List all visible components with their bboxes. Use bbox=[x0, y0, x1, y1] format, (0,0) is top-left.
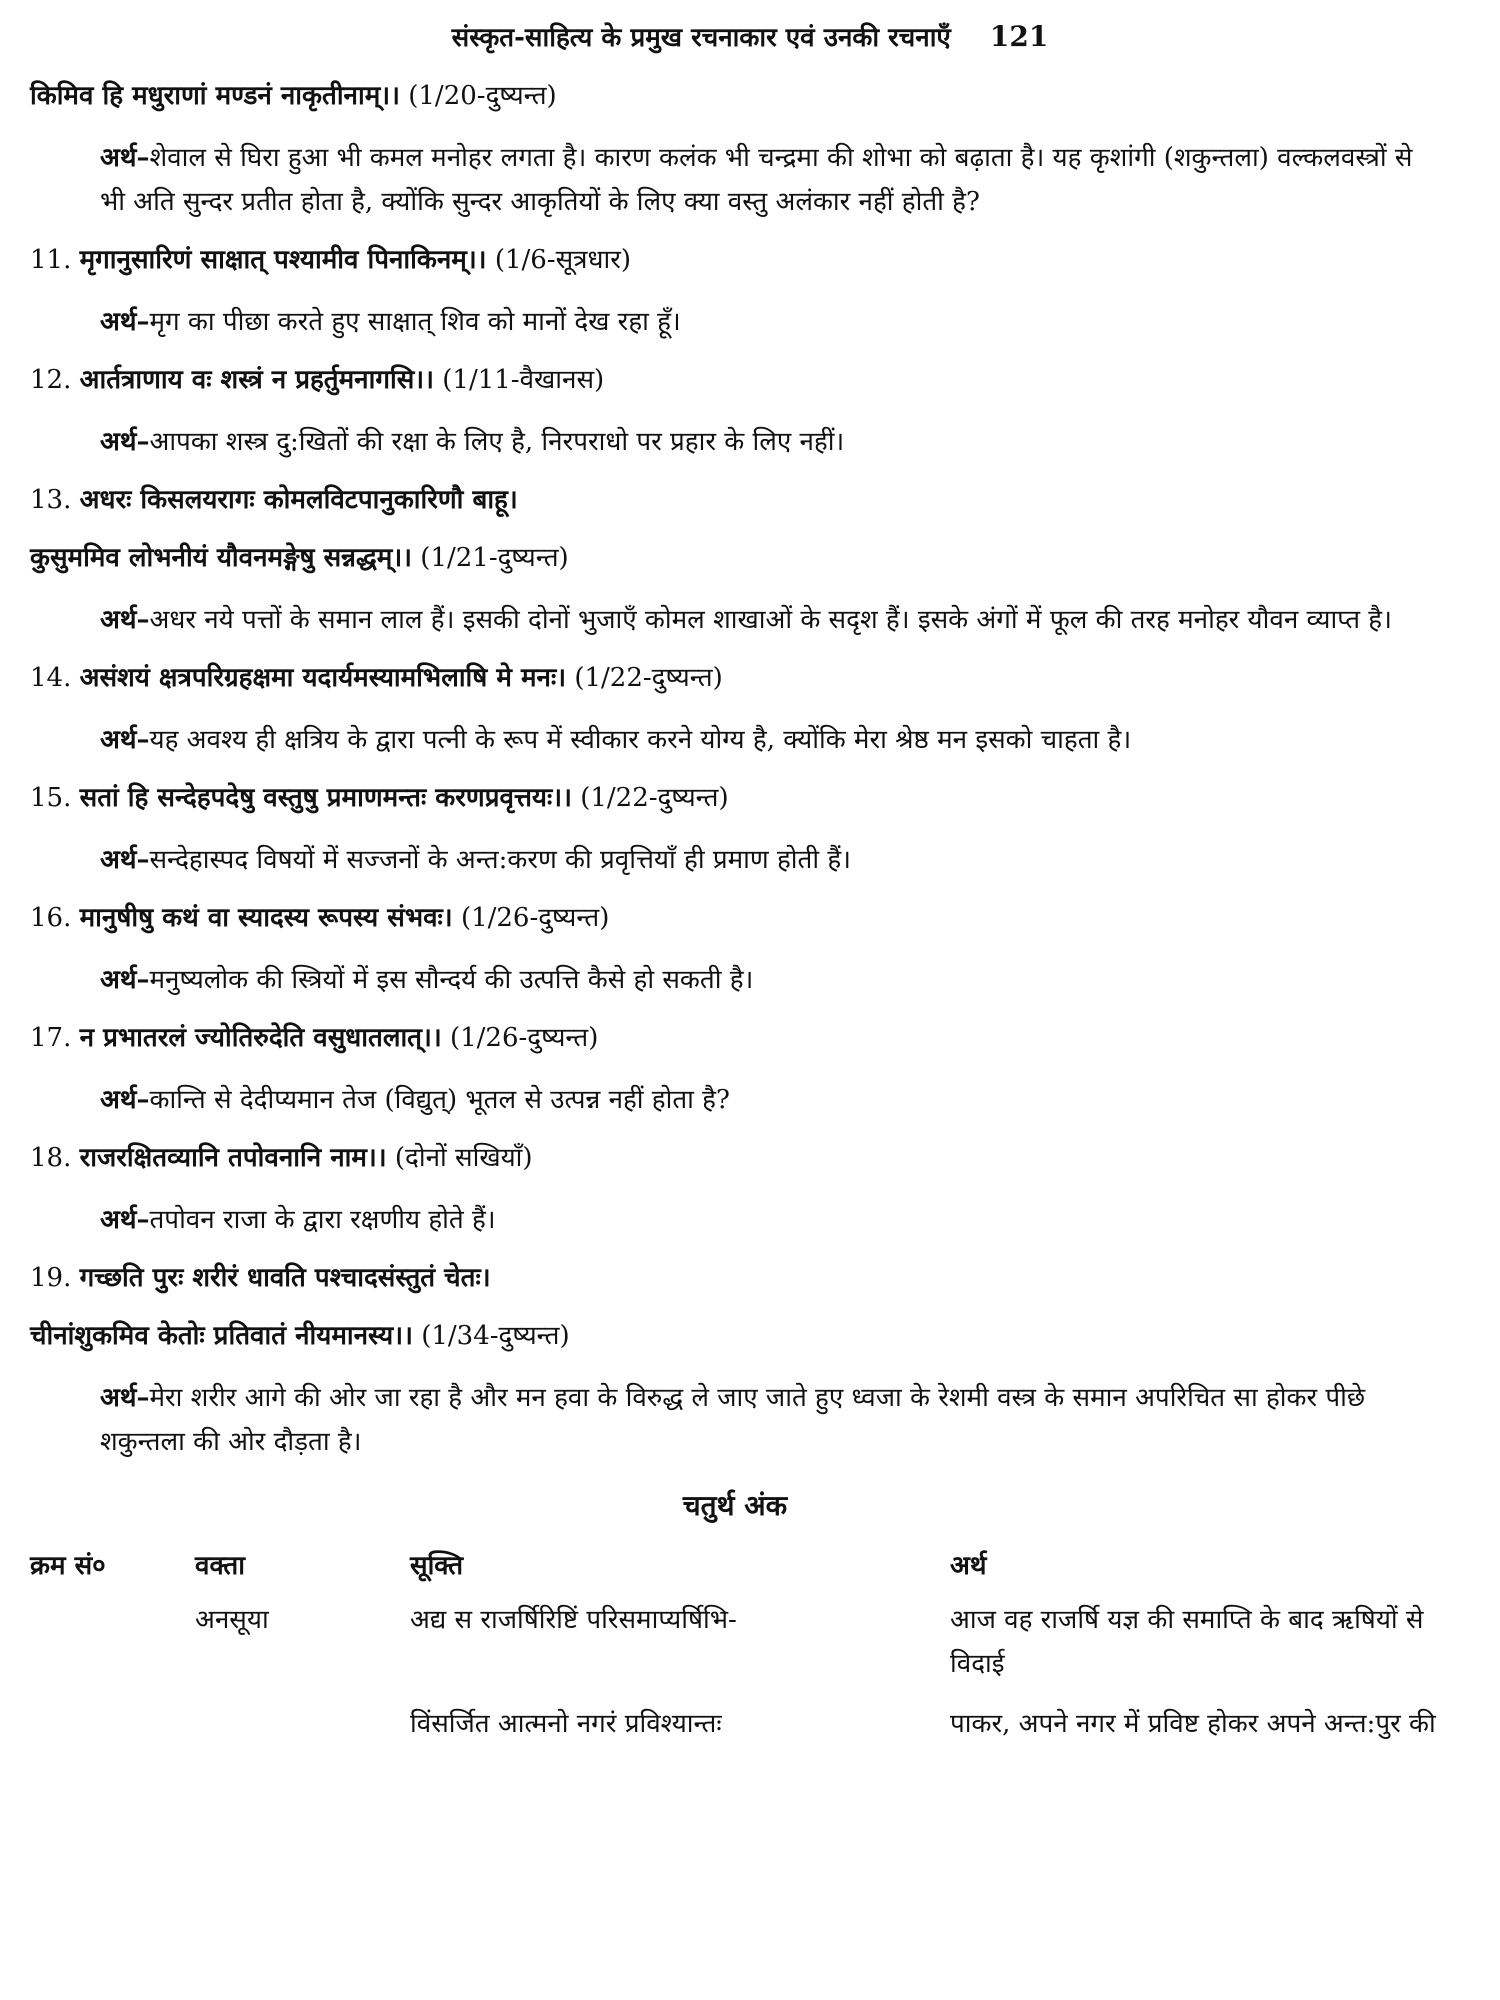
verse-number: 14. bbox=[30, 663, 72, 693]
cell-sukti: विंसर्जित आत्मनो नगरं प्रविश्यान्तः bbox=[410, 1709, 722, 1739]
verse bbox=[30, 1260, 1440, 1296]
meaning-text: सन्देहास्पद विषयों में सज्जनों के अन्त:करण की प्रवृत्तियाँ ही प्रमाण होती हैं। bbox=[149, 845, 851, 875]
verse-reference: (1/26-दुष्यन्त) bbox=[460, 903, 610, 933]
verse-reference: (1/11-वैखानस) bbox=[442, 365, 605, 395]
verse-meaning bbox=[30, 958, 1440, 1002]
verse-text: चीनांशुकमिव केतोः प्रतिवातं नीयमानस्य।। bbox=[30, 1321, 413, 1351]
verse-number: 13. bbox=[30, 485, 72, 515]
verse-reference: (1/34-दुष्यन्त) bbox=[421, 1321, 570, 1351]
meaning-label: अर्थ– bbox=[100, 307, 150, 337]
verse-text: मृगानुसारिणं साक्षात् पश्यामीव पिनाकिनम्।। bbox=[79, 245, 487, 275]
verse bbox=[30, 1318, 1440, 1354]
meaning-text: तपोवन राजा के द्वारा रक्षणीय होते हैं। bbox=[149, 1205, 496, 1235]
verse-reference: (1/22-दुष्यन्त) bbox=[574, 663, 723, 693]
verse-meaning bbox=[30, 1198, 1440, 1242]
table-row bbox=[30, 1598, 1440, 1702]
meaning-label: अर्थ– bbox=[100, 1383, 150, 1413]
verse-meaning bbox=[30, 718, 1440, 762]
meaning-text: मेरा शरीर आगे की ओर जा रहा है और मन हवा के विरुद्ध ले जाए जाते हुए ध्वजा के रेशमी वस्त्र के समान अपरिचित सा होकर पीछे शकुन्तला की ओर दौड़ता है। bbox=[100, 1383, 1366, 1457]
verse bbox=[30, 242, 1440, 278]
verse-reference: (1/21-दुष्यन्त) bbox=[420, 543, 569, 573]
cell-serial bbox=[30, 1702, 195, 1762]
verse-text: किमिव हि मधुराणां मण्डनं नाकृतीनाम्।। bbox=[30, 81, 400, 111]
verse-meaning bbox=[30, 420, 1440, 464]
column-header: अर्थ bbox=[950, 1551, 987, 1581]
verse-text: गच्छति पुरः शरीरं धावति पश्चादसंस्तुतं चेतः। bbox=[79, 1263, 491, 1293]
meaning-text: शेवाल से घिरा हुआ भी कमल मनोहर लगता है। कारण कलंक भी चन्द्रमा की शोभा को बढ़ाता है। यह कृशांगी (शकुन्तला) वल्कलवस्त्रों से भी अति सुन्दर प्रतीत होता है, क्योंकि सुन्दर आकृतियों के लिए क्या वस्तु अलंकार नहीं होती है? bbox=[100, 143, 1413, 217]
page-content bbox=[30, 78, 1440, 1762]
verse-text: न प्रभातरलं ज्योतिरुदेति वसुधातलात्।। bbox=[79, 1023, 442, 1053]
cell-speaker bbox=[195, 1702, 410, 1762]
verse-meaning bbox=[30, 598, 1440, 642]
verse-number: 15. bbox=[30, 783, 72, 813]
verse-number: 12. bbox=[30, 365, 72, 395]
column-header: वक्ता bbox=[195, 1551, 245, 1581]
verse-number: 18. bbox=[30, 1143, 72, 1173]
verse-text: राजरक्षितव्यानि तपोवनानि नाम।। bbox=[79, 1143, 387, 1173]
verse bbox=[30, 1140, 1440, 1176]
meaning-label: अर्थ– bbox=[100, 725, 150, 755]
meaning-label: अर्थ– bbox=[100, 427, 150, 457]
verse-list bbox=[30, 242, 1440, 1464]
meaning-text: कान्ति से देदीप्यमान तेज (विद्युत्) भूतल से उत्पन्न नहीं होता है? bbox=[149, 1085, 730, 1115]
verse bbox=[30, 482, 1440, 518]
verse-reference: (1/20-दुष्यन्त) bbox=[408, 81, 557, 111]
verse-meaning bbox=[30, 1078, 1440, 1122]
verse-number: 16. bbox=[30, 903, 72, 933]
meaning-text: मनुष्यलोक की स्त्रियों में इस सौन्दर्य की उत्पत्ति कैसे हो सकती है। bbox=[149, 965, 754, 995]
verse-meaning bbox=[30, 838, 1440, 882]
verse-reference: (दोनों सखियाँ) bbox=[394, 1143, 533, 1173]
verse bbox=[30, 362, 1440, 398]
verse-meaning bbox=[30, 300, 1440, 344]
verse-meaning bbox=[30, 1376, 1440, 1464]
meaning-label: अर्थ– bbox=[100, 845, 150, 875]
verse-text: असंशयं क्षत्रपरिग्रहक्षमा यदार्यमस्यामभिलाषि मे मनः। bbox=[79, 663, 567, 693]
section-heading: चतुर्थ अंक bbox=[682, 1489, 788, 1522]
table-header-row bbox=[30, 1542, 1440, 1598]
verse-continuation bbox=[30, 78, 1440, 114]
verse-text: मानुषीषु कथं वा स्यादस्य रूपस्य संभवः। bbox=[79, 903, 453, 933]
meaning-label: अर्थ– bbox=[100, 1085, 150, 1115]
page-number: 121 bbox=[989, 20, 1049, 53]
verse-reference: (1/6-सूत्रधार) bbox=[494, 245, 632, 275]
verse bbox=[30, 660, 1440, 696]
meaning-text: आपका शस्त्र दु:खितों की रक्षा के लिए है, निरपराधो पर प्रहार के लिए नहीं। bbox=[149, 427, 845, 457]
meaning-text: अधर नये पत्तों के समान लाल हैं। इसकी दोनों भुजाएँ कोमल शाखाओं के सदृश हैं। इसके अंगों में फूल की तरह मनोहर यौवन व्याप्त है। bbox=[149, 605, 1392, 635]
verse bbox=[30, 1020, 1440, 1056]
verse-reference: (1/26-दुष्यन्त) bbox=[449, 1023, 599, 1053]
cell-speaker: अनसूया bbox=[195, 1605, 269, 1635]
meaning-text: यह अवश्य ही क्षत्रिय के द्वारा पत्नी के रूप में स्वीकार करने योग्य है, क्योंकि मेरा श्रेष्ठ मन इसको चाहता है। bbox=[149, 725, 1132, 755]
column-header: क्रम सं० bbox=[30, 1551, 106, 1581]
meaning-label: अर्थ– bbox=[100, 1205, 150, 1235]
verse bbox=[30, 540, 1440, 576]
verse-text: कुसुममिव लोभनीयं यौवनमङ्गेषु सन्नद्धम्।। bbox=[30, 543, 413, 573]
column-header: सूक्ति bbox=[410, 1551, 464, 1581]
table-row bbox=[30, 1702, 1440, 1762]
header-title: संस्कृत-साहित्य के प्रमुख रचनाकार एवं उनकी रचनाएँ bbox=[451, 23, 951, 53]
running-header bbox=[0, 18, 1500, 54]
meaning-text: मृग का पीछा करते हुए साक्षात् शिव को मानों देख रहा हूँ। bbox=[149, 307, 681, 337]
verse-text: सतां हि सन्देहपदेषु वस्तुषु प्रमाणमन्तः करणप्रवृत्तयः।। bbox=[79, 783, 572, 813]
meaning-label: अर्थ– bbox=[100, 143, 150, 173]
verse-number: 11. bbox=[30, 245, 72, 275]
sukti-table bbox=[30, 1542, 1440, 1762]
meaning-label: अर्थ– bbox=[100, 965, 150, 995]
verse bbox=[30, 900, 1440, 936]
verse-text: आर्तत्राणाय वः शस्त्रं न प्रहर्तुमनागसि।। bbox=[79, 365, 434, 395]
cell-sukti: अद्य स राजर्षिरिष्टिं परिसमाप्यर्षिभि- bbox=[410, 1605, 737, 1635]
verse-reference: (1/22-दुष्यन्त) bbox=[580, 783, 729, 813]
verse-number: 19. bbox=[30, 1263, 72, 1293]
cell-meaning: पाकर, अपने नगर में प्रविष्ट होकर अपने अन्त:पुर की bbox=[950, 1709, 1436, 1739]
verse-meaning bbox=[30, 136, 1440, 224]
verse bbox=[30, 780, 1440, 816]
verse-number: 17. bbox=[30, 1023, 72, 1053]
cell-meaning: आज वह राजर्षि यज्ञ की समाप्ति के बाद ऋषियों से विदाई bbox=[950, 1605, 1424, 1679]
verse-text: अधरः किसलयरागः कोमलविटपानुकारिणौ बाहू। bbox=[79, 485, 518, 515]
meaning-label: अर्थ– bbox=[100, 605, 150, 635]
cell-serial bbox=[30, 1598, 195, 1702]
